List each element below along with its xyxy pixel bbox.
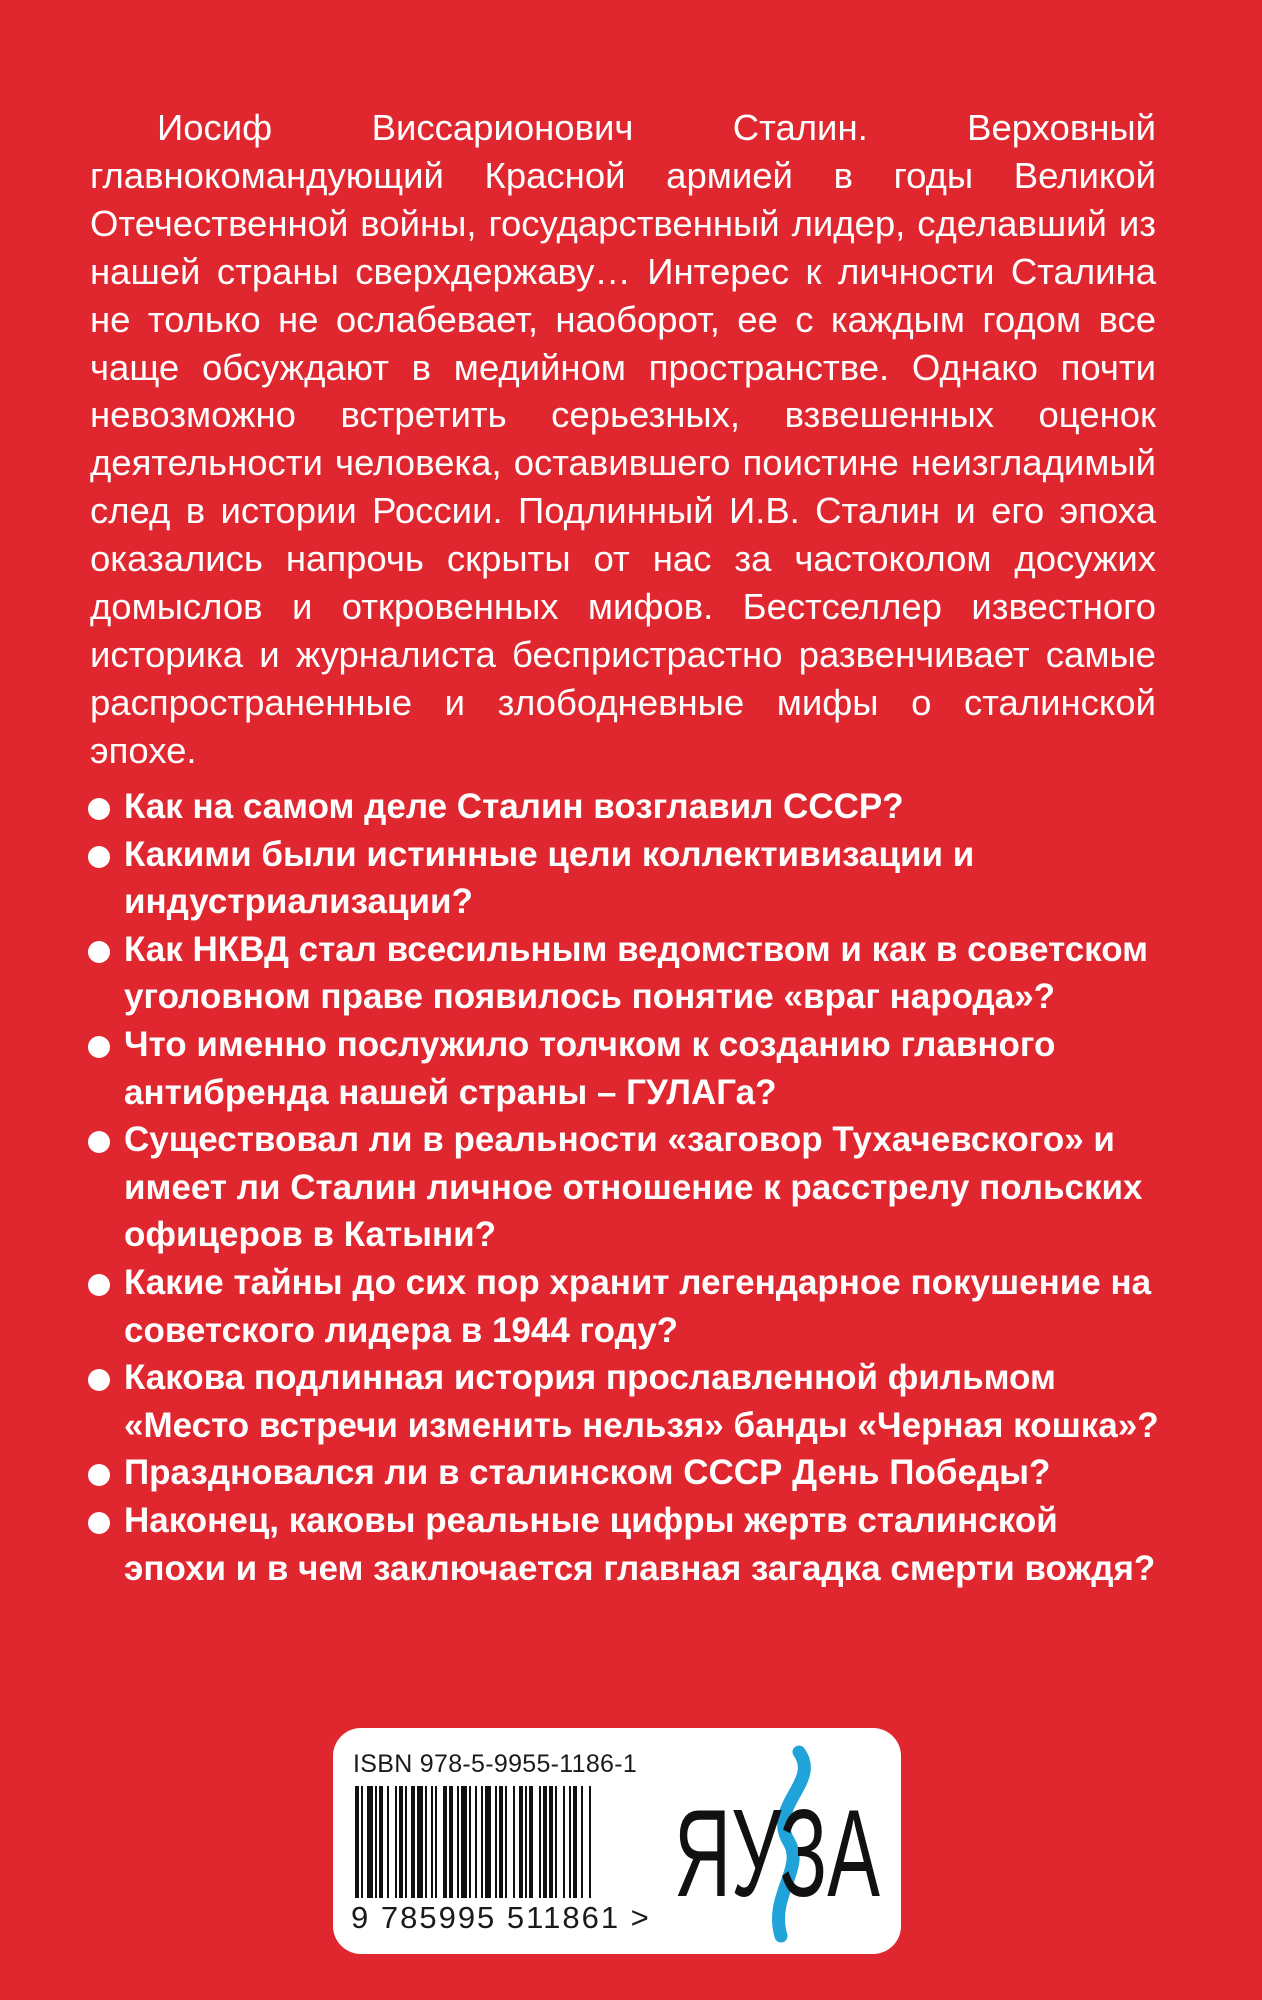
question-list [88, 783, 1168, 1592]
question-text: Наконец, каковы реальные цифры жертв сталинской эпохи и в чем заключается главная загадка смерти вождя? [124, 1500, 1156, 1588]
publisher-logo [671, 1746, 883, 1942]
bullet-icon [88, 1512, 110, 1534]
list-item [88, 1354, 1168, 1449]
bullet-icon [88, 846, 110, 868]
list-item [88, 1449, 1168, 1497]
publisher-logo-text: ЯУЗА [674, 1785, 881, 1923]
bullet-icon [88, 1131, 110, 1153]
barcode-digits: 9 785995 511861 > [351, 1900, 651, 1935]
bullet-icon [88, 1036, 110, 1058]
bullet-icon [88, 1369, 110, 1391]
barcode-bars-icon [355, 1786, 647, 1898]
question-text: Существовал ли в реальности «заговор Тухачевского» и имеет ли Сталин личное отношение к расстрелу польских офицеров в Катыни? [124, 1120, 1143, 1255]
question-text: Праздновался ли в сталинском СССР День Победы? [124, 1453, 1051, 1493]
annotation-text: Иосиф Виссарионович Сталин. Верховный главнокомандующий Красной армией в годы Великой Отечественной войны, государственный лидер, сделавший из нашей страны сверхдержаву… Интерес к личности Сталина не только не ослабевает, наоборот, ее с каждым годом все чаще обсуждают в медийном пространстве. Однако почти невозможно встретить серьезных, взвешенных оценок деятельности человека, оставившего поистине неизгладимый след в истории России. Подлинный И.В. Сталин и его эпоха оказались напрочь скрыты от нас за частоколом досужих домыслов и откровенных мифов. Бестселлер известного историка и журналиста беспристрастно развенчивает самые распространенные и злободневные мифы о сталинской эпохе. [90, 107, 1156, 771]
list-item [88, 1259, 1168, 1354]
list-item [88, 1116, 1168, 1259]
question-text: Как на самом деле Сталин возглавил СССР? [124, 787, 904, 826]
bullet-icon [88, 798, 110, 820]
list-item [88, 1497, 1168, 1592]
bullet-icon [88, 1274, 110, 1296]
barcode-panel [333, 1728, 901, 1954]
isbn-number: ISBN 978-5-9955-1186-1 [353, 1750, 638, 1778]
bullet-icon [88, 1464, 110, 1486]
list-item [88, 926, 1168, 1021]
question-text: Какова подлинная история прославленной фильмом «Место встречи изменить нельзя» банды «Черная кошка»? [124, 1358, 1159, 1445]
bullet-icon [88, 941, 110, 963]
question-text: Что именно послужило толчком к созданию главного антибренда нашей страны – ГУЛАГа? [124, 1024, 1056, 1112]
list-item [88, 1021, 1168, 1116]
question-text: Как НКВД стал всесильным ведомством и как в советском уголовном праве появилось понятие «враг народа»? [124, 929, 1149, 1017]
question-text: Какими были истинные цели коллективизации и индустриализации? [124, 834, 975, 922]
question-text: Какие тайны до сих пор хранит легендарное покушение на советского лидера в 1944 году? [124, 1262, 1152, 1350]
list-item [88, 831, 1168, 926]
list-item [88, 783, 1168, 831]
